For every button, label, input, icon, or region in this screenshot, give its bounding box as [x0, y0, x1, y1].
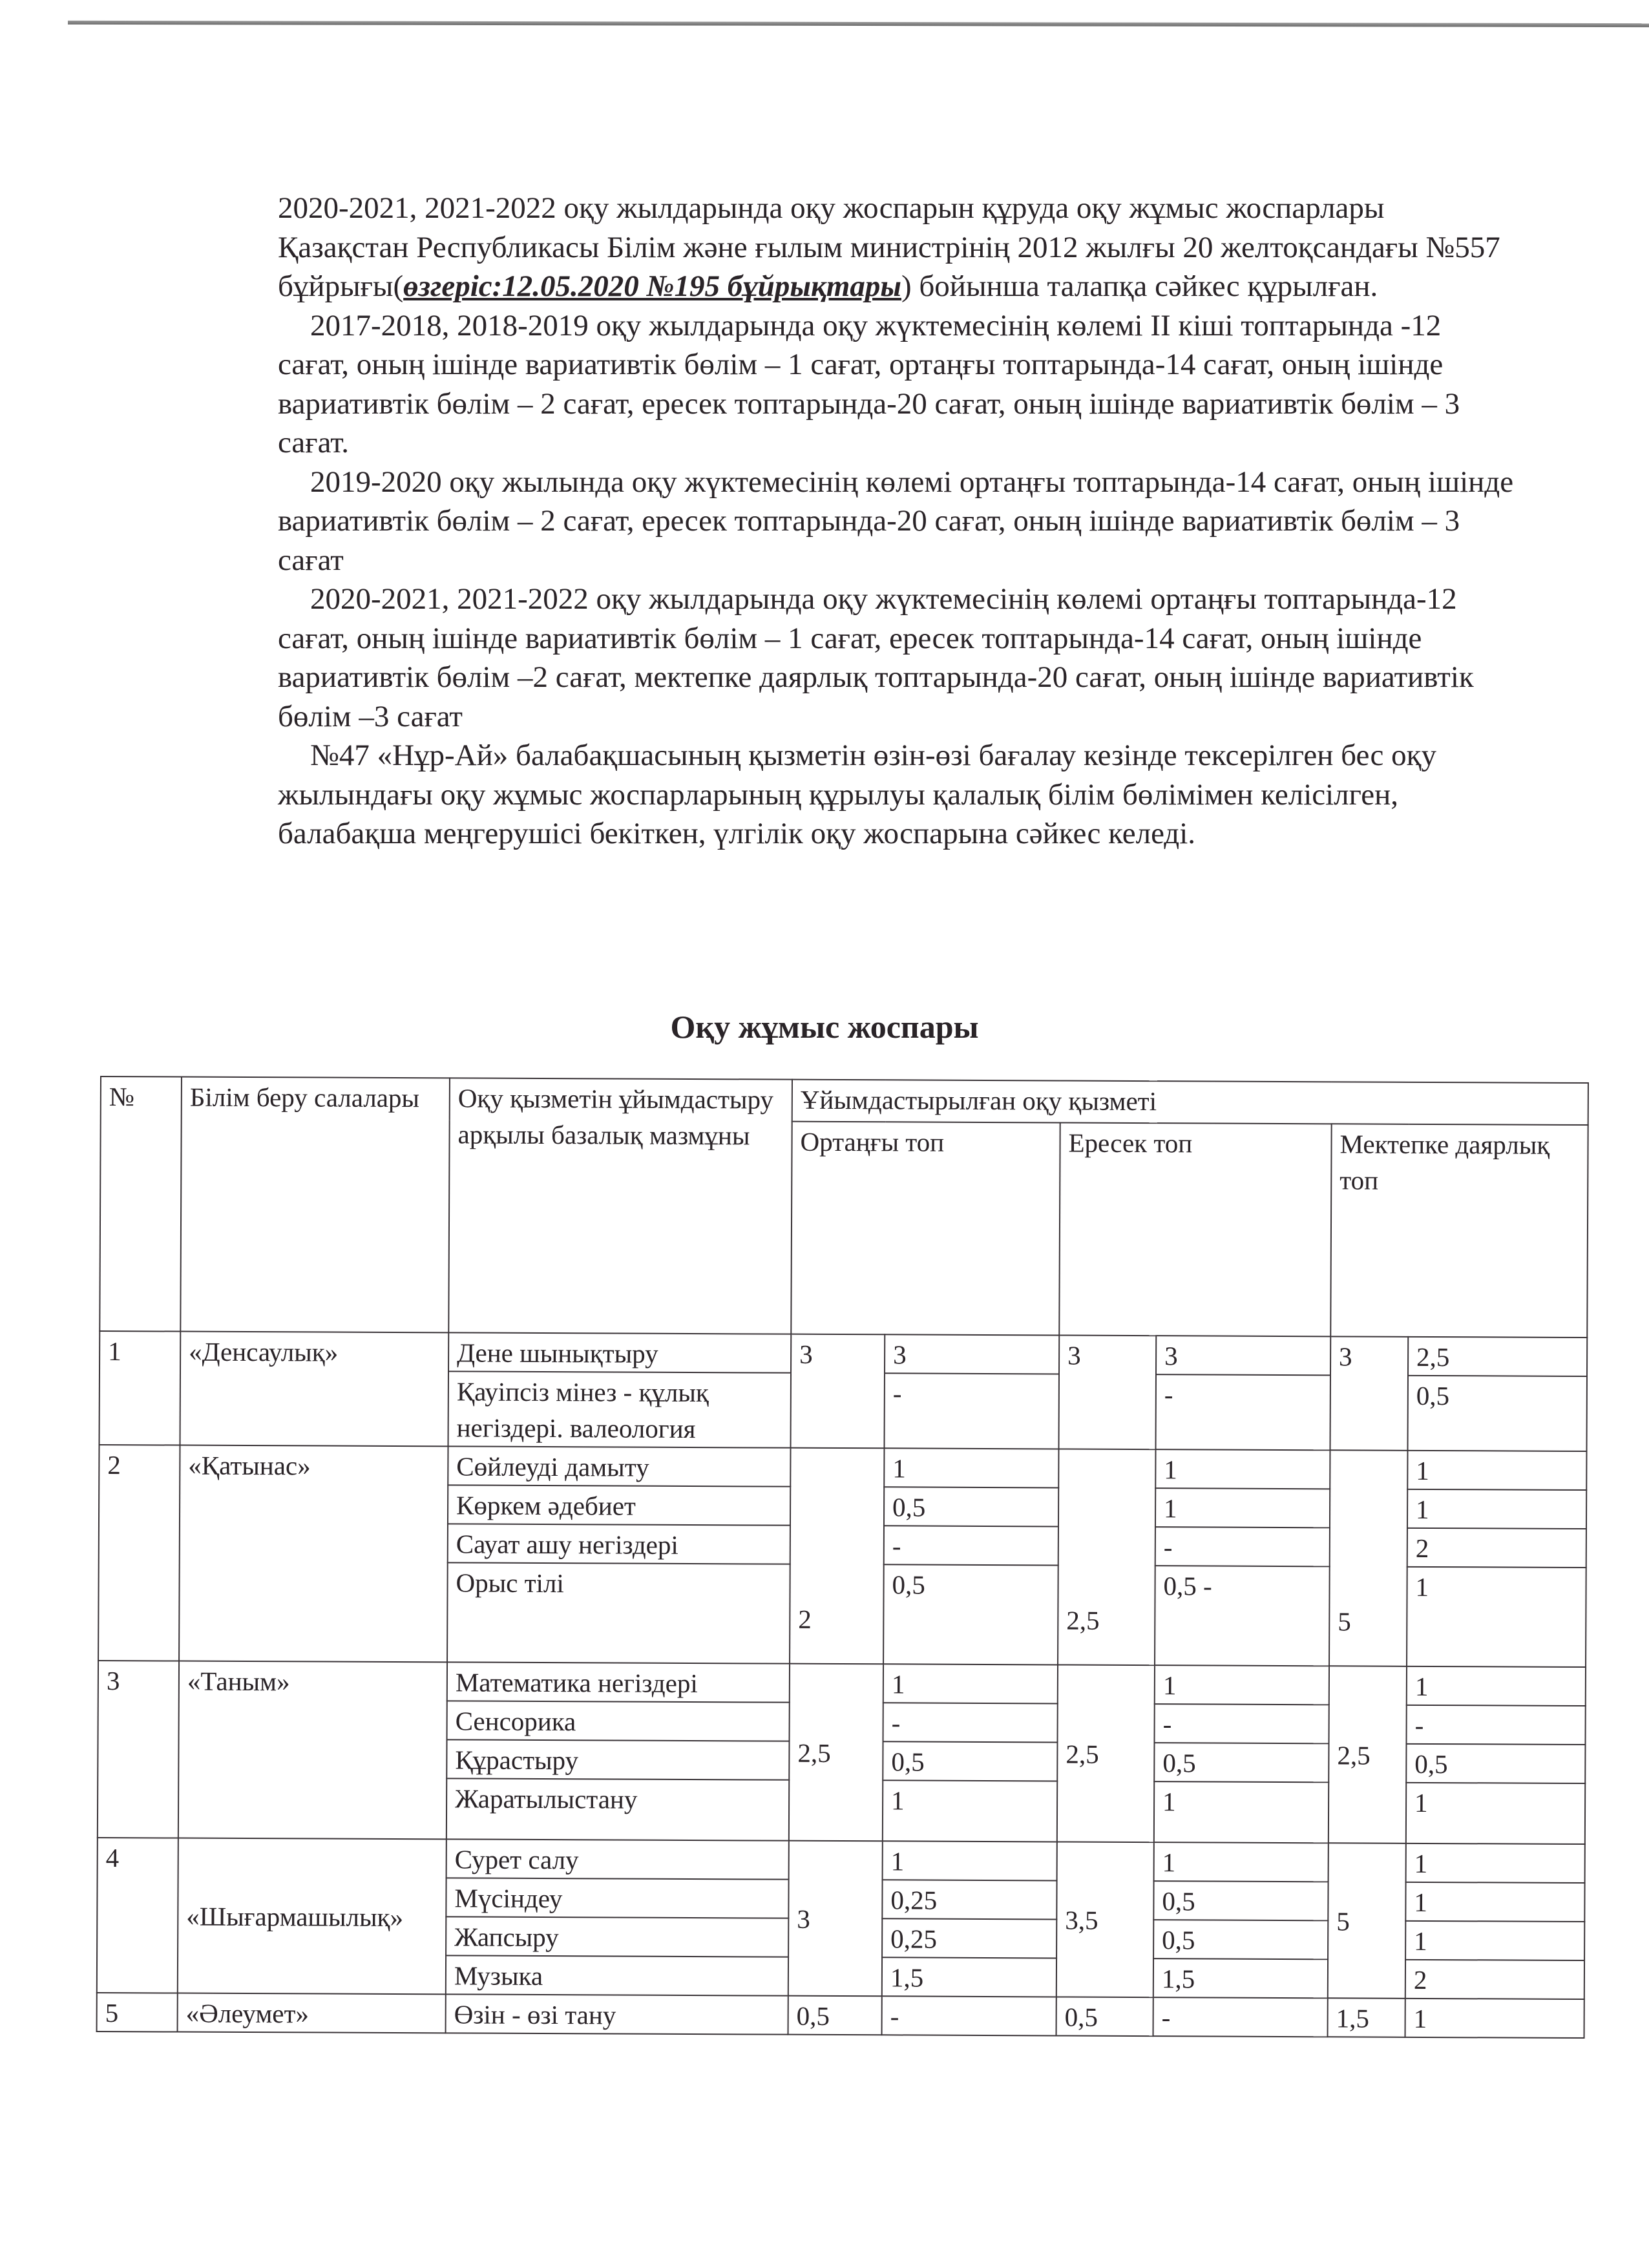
table-row: 2 «Қатынас» Сөйлеуді дамыту 2 1 2,5 1 5 1 [99, 1445, 1586, 1490]
header-group-middle: Ортаңғы топ [791, 1122, 1060, 1336]
table-title: Оқу жұмыс жоспары [670, 1009, 979, 1045]
header-group-senior: Ересек топ [1059, 1122, 1331, 1336]
table-row: 5 «Әлеумет» Өзін - өзі тану 0,5 - 0,5 - 1,5 1 [97, 1993, 1584, 2038]
table-row: Сенсорика - - - [98, 1699, 1586, 1745]
paragraph-1: 2020-2021, 2021-2022 оқу жылдарында оқу жоспарын құруда оқу жұмыс жоспарлары Қазақстан Республикасы Білім және ғылым министрінің 2012 жылғы 20 желтоқсандағы №557 бұйрығы(өзгеріс:12.05.2020 №195 бұйрықтары) бойынша талапқа сәйкес құрылған. [278, 191, 1500, 303]
table-row: Мүсіндеу 0,25 0,5 1 [97, 1876, 1584, 1922]
table-row: Жаратылыстану 1 1 1 [98, 1777, 1585, 1844]
paragraph-2: 2017-2018, 2018-2019 оқу жылдарында оқу жүктемесінің көлемі ІІ кіші топтарында -12 сағат, оның ішінде вариативтік бөлім – 1 сағат, ортаңғы топтарында-14 сағат, оның ішінде вариативтік бөлім – 2 сағат, ересек топтарында-20 сағат, оның ішінде вариативтік бөлім – 3 сағат. [278, 308, 1460, 459]
table-row: Орыс тілі 0,5 0,5 - 1 [98, 1561, 1586, 1667]
header-content: Оқу қызметін ұйымдастыру арқылы базалық мазмұны [448, 1078, 792, 1334]
table-row: 1 «Денсаулық» Дене шынықтыру 3 3 3 3 3 2,5 [100, 1331, 1587, 1376]
header-num: № [100, 1076, 182, 1332]
table-row: 3 «Таным» Математика негіздері 2,5 1 2,5 1 2,5 1 [98, 1661, 1586, 1706]
table-row: Жапсыру 0,25 0,5 1 [97, 1915, 1584, 1960]
header-group-preschool: Мектепке даярлық топ [1330, 1124, 1588, 1338]
paragraph-3: 2019-2020 оқу жылында оқу жүктемесінің көлемі ортаңғы топтарында-14 сағат, оның ішінде вариативтік бөлім – 2 сағат, ересек топтарында-20 сағат, оның ішінде вариативтік бөлім – 3 сағат [278, 465, 1514, 577]
curriculum-table [96, 1076, 1589, 2039]
table-row: Қауіпсіз мінез - құлық негіздері. валеология - - 0,5 [100, 1370, 1588, 1451]
intro-text [278, 189, 1518, 854]
table-row: Құрастыру 0,5 0,5 0,5 [98, 1738, 1585, 1783]
table-row: Музыка 1,5 1,5 2 [97, 1954, 1584, 1999]
header-organized: Ұйымдастырылған оқу қызметі [792, 1080, 1588, 1125]
order-reference: өзгеріс:12.05.2020 №195 бұйрықтары [403, 269, 901, 303]
scan-edge-line [68, 21, 1649, 27]
table-row: 4 «Шығармашылық» Сурет салу 3 1 3,5 1 5 1 [98, 1838, 1585, 1883]
paragraph-4: 2020-2021, 2021-2022 оқу жылдарында оқу жүктемесінің көлемі ортаңғы топтарында-12 сағат, оның ішінде вариативтік бөлім – 1 сағат, ересек топтарында-14 сағат, оның ішінде вариативтік бөлім –2 сағат, мектепке даярлық топтарында-20 сағат, оның ішінде вариативтік бөлім –3 сағат [278, 582, 1474, 733]
header-area: Білім беру салалары [180, 1077, 450, 1333]
table-row: Көркем әдебиет 0,5 1 1 [99, 1484, 1586, 1529]
table-row: Сауат ашу негіздері - - 2 [99, 1522, 1586, 1568]
paragraph-5: №47 «Нұр-Ай» балабақшасының қызметін өзін-өзі бағалау кезінде тексерілген бес оқу жылындағы оқу жұмыс жоспарларының құрылуы қалалық білім бөлімімен келісілген, балабақша меңгерушісі бекіткен, үлгілік оқу жоспарына сәйкес келеді. [278, 739, 1436, 850]
